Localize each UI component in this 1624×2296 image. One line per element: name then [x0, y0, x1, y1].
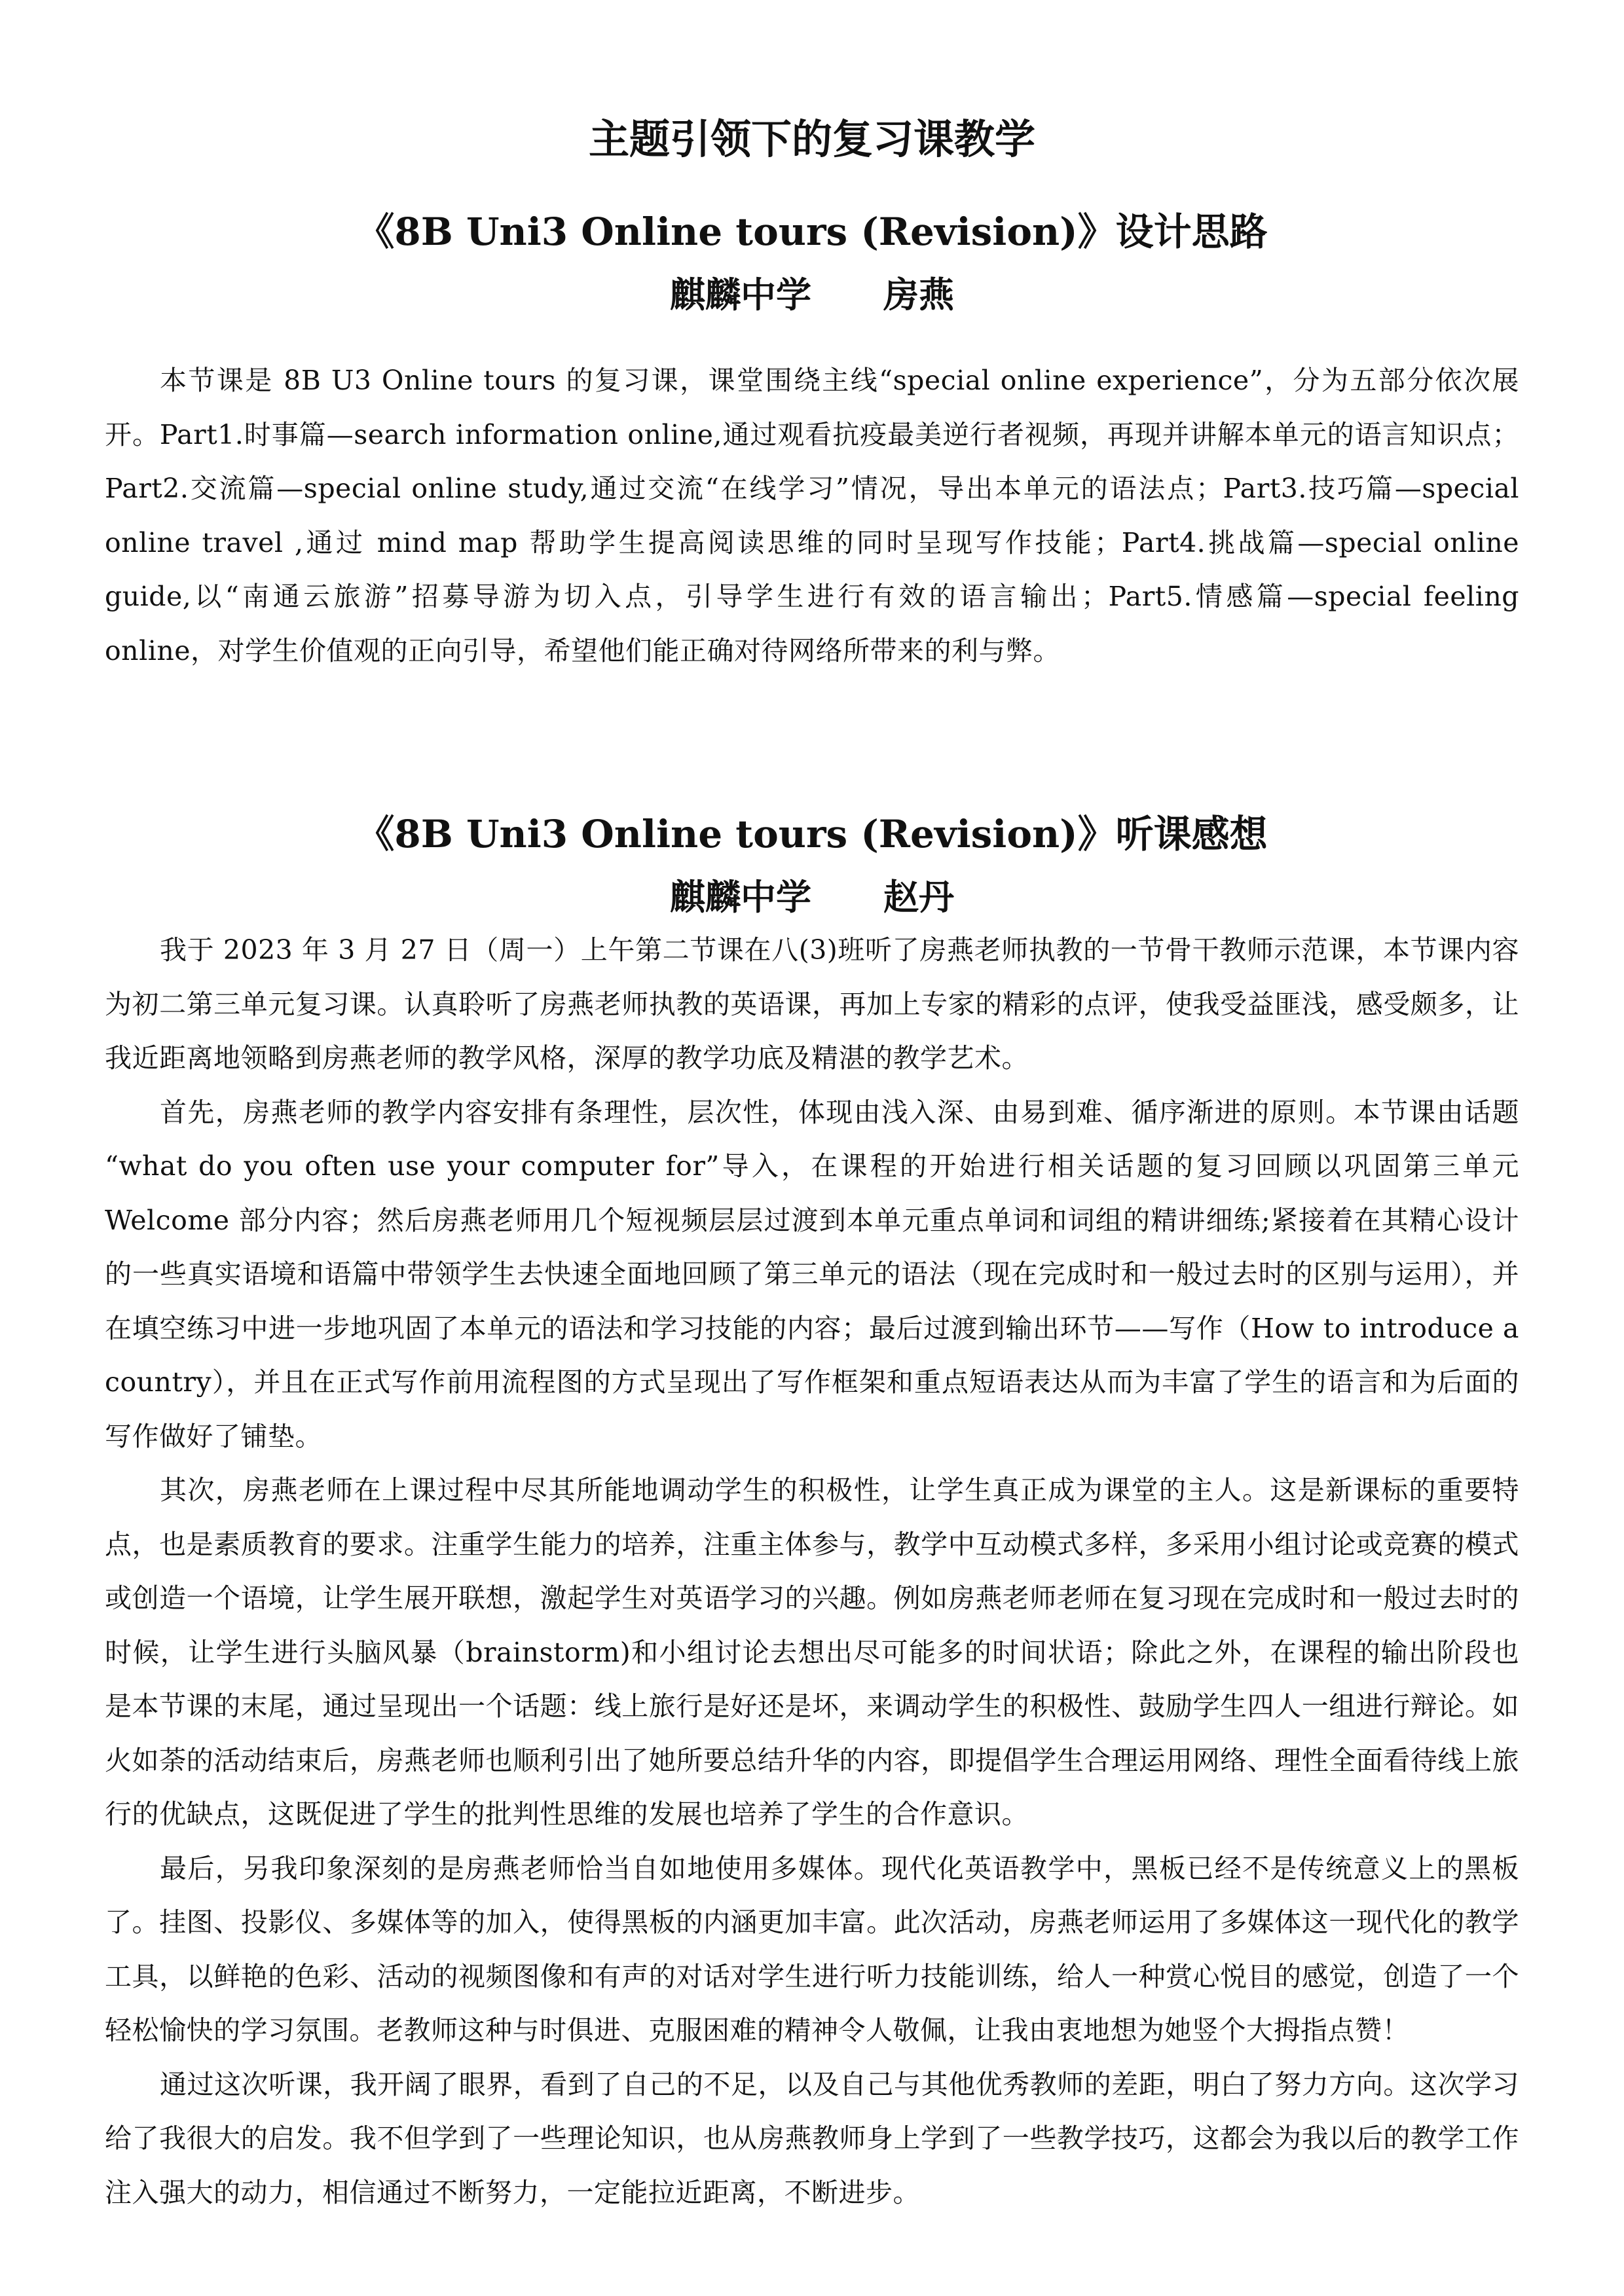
section1-paragraph: 本节课是 8B U3 Online tours 的复习课，课堂围绕主线“special online experience”，分为五部分依次展开。Part1.时事篇—search information online,通过观看抗疫最美逆行者视频，再现并讲解本单元的语言知识点；Part2.交流篇—special online study,通过交流“在线学习”情况，导出本单元的语法点；Part3.技巧篇—special online travel ,通过 mind map 帮助学生提高阅读思维的同时呈现写作技能；Part4.挑战篇—special online guide,以“南通云旅游”招募导游为切入点，引导学生进行有效的语言输出；Part5.情感篇—special feeling online，对学生价值观的正向引导，希望他们能正确对待网络所带来的利与弊。: [105, 365, 1519, 666]
section2-paragraph: 最后，另我印象深刻的是房燕老师恰当自如地使用多媒体。现代化英语教学中，黑板已经不是传统意义上的黑板了。挂图、投影仪、多媒体等的加入，使得黑板的内涵更加丰富。此次活动，房燕老师运用了多媒体这一现代化的教学工具，以鲜艳的色彩、活动的视频图像和有声的对话对学生进行听力技能训练，给人一种赏心悦目的感觉，创造了一个轻松愉快的学习氛围。老教师这种与时俱进、克服困难的精神令人敬佩，让我由衷地想为她竖个大拇指点赞！: [105, 1852, 1519, 2046]
section2-title: 《8B Uni3 Online tours (Revision)》听课感想: [356, 812, 1268, 856]
section1-body: [105, 354, 1519, 678]
section2-paragraph: 首先，房燕老师的教学内容安排有条理性，层次性，体现由浅入深、由易到难、循序渐进的原则。本节课由话题 “what do you often use your computer for”导入，在课程的开始进行相关话题的复习回顾以巩固第三单元 Welcome 部分内容；然后房燕老师用几个短视频层层过渡到本单元重点单词和词组的精讲细练;紧接着在其精心设计的一些真实语境和语篇中带领学生去快速全面地回顾了第三单元的语法（现在完成时和一般过去时的区别与运用），并在填空练习中进一步地巩固了本单元的语法和学习技能的内容；最后过渡到输出环节——写作（How to introduce a country），并且在正式写作前用流程图的方式呈现出了写作框架和重点短语表达从而为丰富了学生的语言和为后面的写作做好了铺垫。: [105, 1096, 1519, 1452]
section2-body: [105, 923, 1519, 2219]
section2-byline: [0, 871, 1624, 923]
section2-school: 麒麟中学: [670, 876, 811, 918]
section2-paragraph: 其次，房燕老师在上课过程中尽其所能地调动学生的积极性，让学生真正成为课堂的主人。这是新课标的重要特点，也是素质教育的要求。注重学生能力的培养，注重主体参与，教学中互动模式多样，多采用小组讨论或竞赛的模式或创造一个语境，让学生展开联想，激起学生对英语学习的兴趣。例如房燕老师老师在复习现在完成时和一般过去时的时候，让学生进行头脑风暴（brainstorm)和小组讨论去想出尽可能多的时间状语；除此之外，在课程的输出阶段也是本节课的末尾，通过呈现出一个话题：线上旅行是好还是坏，来调动学生的积极性、鼓励学生四人一组进行辩论。如火如荼的活动结束后，房燕老师也顺利引出了她所要总结升华的内容，即提倡学生合理运用网络、理性全面看待线上旅行的优缺点，这既促进了学生的批判性思维的发展也培养了学生的合作意识。: [105, 1474, 1519, 1830]
section1-school: 麒麟中学: [670, 274, 811, 316]
section2-paragraph: 通过这次听课，我开阔了眼界，看到了自己的不足，以及自己与其他优秀教师的差距，明白了努力方向。这次学习给了我很大的启发。我不但学到了一些理论知识，也从房燕教师身上学到了一些教学技巧，这都会为我以后的教学工作注入强大的动力，相信通过不断努力，一定能拉近距离，不断进步。: [105, 2068, 1519, 2208]
section1-byline: [0, 268, 1624, 321]
section1-title: 《8B Uni3 Online tours (Revision)》设计思路: [356, 210, 1268, 254]
section2-author: 赵丹: [883, 876, 954, 918]
section1-author: 房燕: [883, 274, 954, 316]
section2-paragraph: 我于 2023 年 3 月 27 日（周一）上午第二节课在八(3)班听了房燕老师执教的一节骨干教师示范课，本节课内容为初二第三单元复习课。认真聆听了房燕老师执教的英语课，再加上专家的精彩的点评，使我受益匪浅，感受颇多，让我近距离地领略到房燕老师的教学风格，深厚的教学功底及精湛的教学艺术。: [105, 934, 1519, 1074]
main-title: 主题引领下的复习课教学: [588, 115, 1035, 163]
